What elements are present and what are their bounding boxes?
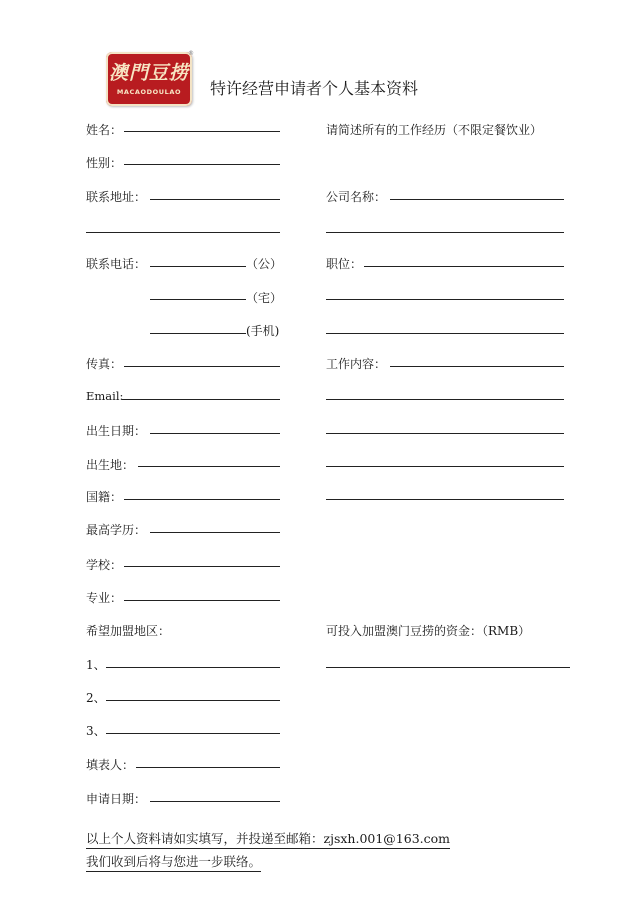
- fax-label: 传真：: [86, 357, 123, 371]
- job-content-field-line5[interactable]: [326, 499, 564, 500]
- fax-field[interactable]: [124, 366, 280, 367]
- page-title: 特许经营申请者个人基本资料: [210, 79, 419, 98]
- position-field[interactable]: [364, 266, 564, 267]
- filler-label: 填表人：: [86, 758, 135, 772]
- phone-office-label: （公）: [246, 257, 283, 271]
- job-content-field-line2[interactable]: [326, 399, 564, 400]
- gender-field[interactable]: [124, 164, 280, 165]
- job-content-field[interactable]: [390, 366, 564, 367]
- position-field-line2[interactable]: [326, 299, 564, 300]
- address-label: 联系地址：: [86, 190, 147, 204]
- gender-label: 性别：: [86, 156, 123, 170]
- birth-place-label: 出生地：: [86, 458, 135, 472]
- region-3-label: 3、: [86, 724, 106, 738]
- birth-date-field[interactable]: [150, 433, 280, 434]
- nationality-label: 国籍：: [86, 490, 123, 504]
- address-field[interactable]: [150, 199, 280, 200]
- email-label: Email:: [86, 389, 124, 403]
- region-2-field[interactable]: [106, 700, 280, 701]
- phone-office-field[interactable]: [150, 266, 246, 267]
- major-label: 专业：: [86, 591, 123, 605]
- brand-logo: [106, 52, 192, 106]
- region-label: 希望加盟地区：: [86, 624, 171, 638]
- major-field[interactable]: [124, 600, 280, 601]
- position-field-line3[interactable]: [326, 333, 564, 334]
- birth-date-label: 出生日期：: [86, 424, 147, 438]
- region-1-field[interactable]: [106, 667, 280, 668]
- company-label: 公司名称：: [326, 190, 387, 204]
- apply-date-field[interactable]: [150, 801, 280, 802]
- apply-date-label: 申请日期：: [86, 792, 147, 806]
- school-label: 学校：: [86, 558, 123, 572]
- position-label: 职位：: [326, 257, 363, 271]
- footer-note: 我们收到后将与您进一步联络。: [86, 852, 261, 872]
- job-content-field-line4[interactable]: [326, 466, 564, 467]
- logo-text: 澳門豆捞: [108, 62, 189, 84]
- education-field[interactable]: [150, 532, 280, 533]
- registered-mark: ®: [188, 50, 194, 57]
- phone-mobile-field[interactable]: [150, 333, 246, 334]
- logo-subtext: MACAODOULAO: [116, 88, 182, 96]
- job-content-label: 工作内容：: [326, 357, 387, 371]
- school-field[interactable]: [124, 566, 280, 567]
- region-3-field[interactable]: [106, 733, 280, 734]
- company-field[interactable]: [390, 199, 564, 200]
- name-field[interactable]: [124, 131, 280, 132]
- address-field-line2[interactable]: [86, 232, 280, 233]
- email-field[interactable]: [122, 399, 280, 400]
- phone-home-label: （宅）: [246, 291, 283, 305]
- funds-field[interactable]: [326, 667, 570, 668]
- job-content-field-line3[interactable]: [326, 433, 564, 434]
- phone-home-field[interactable]: [150, 299, 246, 300]
- company-field-line2[interactable]: [326, 232, 564, 233]
- footer-instruction: 以上个人资料请如实填写，并投递至邮箱：zjsxh.001@163.com: [86, 829, 450, 849]
- education-label: 最高学历：: [86, 523, 147, 537]
- experience-heading: 请简述所有的工作经历（不限定餐饮业）: [326, 123, 543, 137]
- region-2-label: 2、: [86, 691, 106, 705]
- phone-mobile-label: (手机): [246, 324, 280, 338]
- phone-label: 联系电话：: [86, 257, 147, 271]
- region-1-label: 1、: [86, 658, 106, 672]
- funds-label: 可投入加盟澳门豆捞的资金：（RMB）: [326, 624, 531, 638]
- filler-field[interactable]: [136, 767, 280, 768]
- nationality-field[interactable]: [124, 499, 280, 500]
- birth-place-field[interactable]: [138, 466, 280, 467]
- name-label: 姓名：: [86, 123, 123, 137]
